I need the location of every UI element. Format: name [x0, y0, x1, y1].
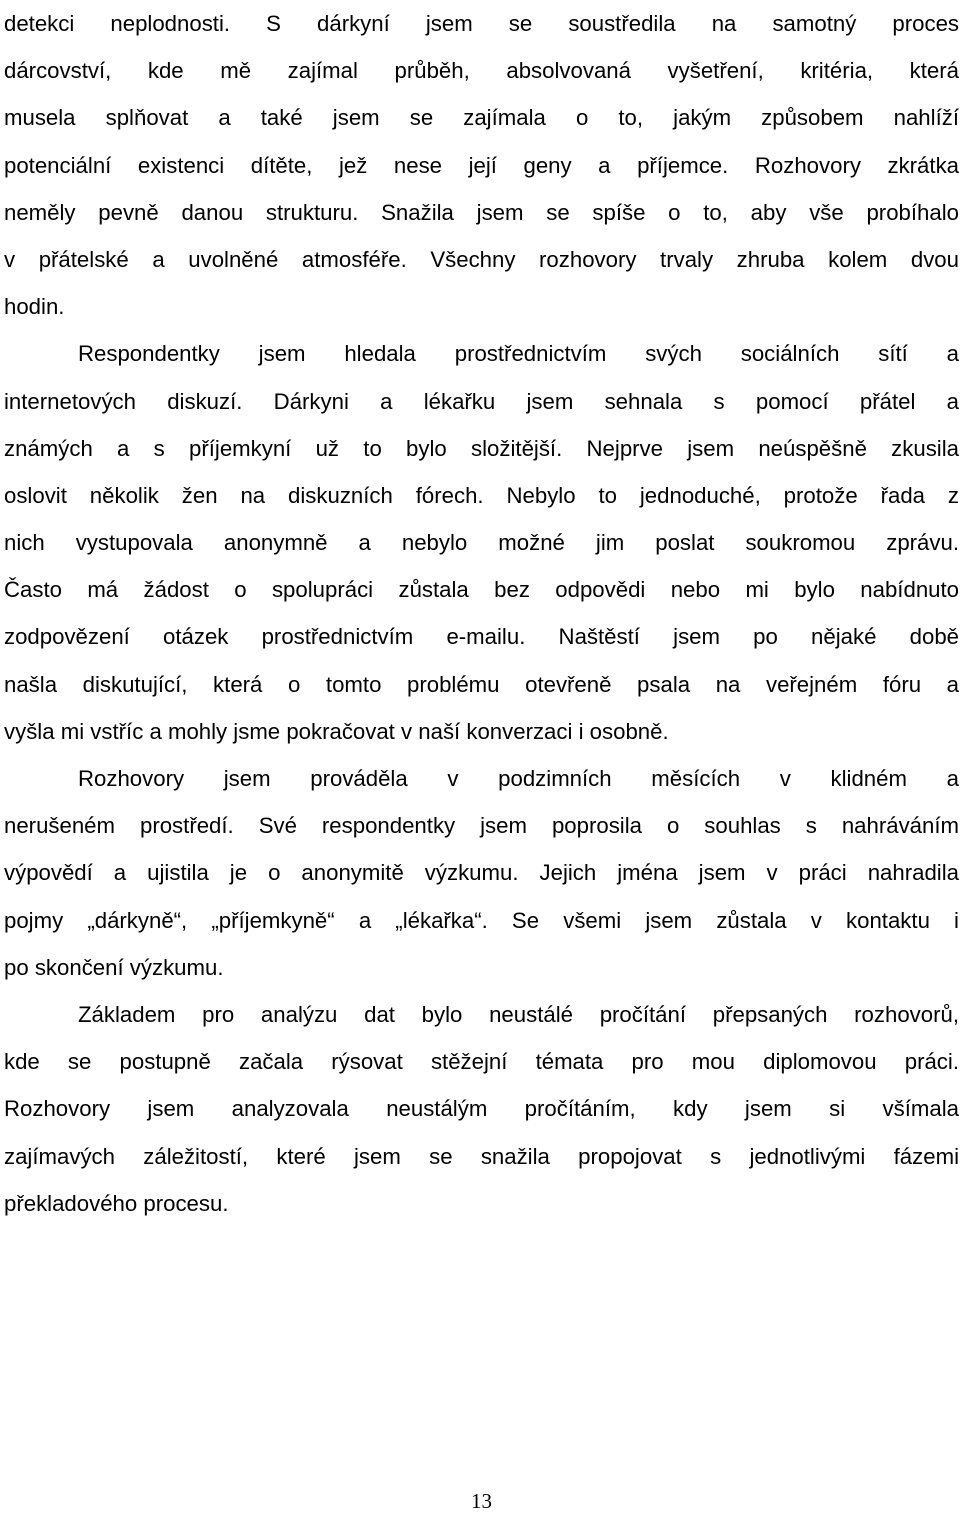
text-line: Rozhovory jsem prováděla v podzimních měsících v klidném a	[78, 766, 959, 791]
text-line: dárcovství, kde mě zajímal průběh, absolvovaná vyšetření, kritéria, která	[4, 58, 959, 84]
text-line: výpovědí a ujistila je o anonymitě výzkumu. Jejich jména jsem v práci nahradila	[4, 860, 959, 886]
text-line: potenciální existenci dítěte, jež nese její geny a příjemce. Rozhovory zkrátka	[4, 152, 959, 178]
paragraph-1	[4, 0, 959, 330]
text-line: známých a s příjemkyní už to bylo složitější. Nejprve jsem neúspěšně zkusila	[4, 435, 959, 461]
text-line: kde se postupně začala rýsovat stěžejní témata pro mou diplomovou práci.	[4, 1049, 959, 1075]
text-line: pojmy „dárkyně“, „příjemkyně“ a „lékařka“. Se všemi jsem zůstala v kontaktu i	[4, 907, 959, 933]
text-line: v přátelské a uvolněné atmosféře. Všechny rozhovory trvaly zhruba kolem dvou	[4, 246, 959, 272]
text-line: zajímavých záležitostí, které jsem se snažila propojovat s jednotlivými fázemi	[4, 1143, 959, 1169]
paragraph-4	[4, 991, 959, 1227]
text-line: Základem pro analýzu dat bylo neustálé pročítání přepsaných rozhovorů,	[78, 1001, 959, 1027]
text-line: překladového procesu.	[4, 1190, 229, 1216]
text-line: hodin.	[4, 294, 65, 320]
document-page	[4, 0, 959, 1515]
text-line: oslovit několik žen na diskuzních fórech. Nebylo to jednoduché, protože řada z	[4, 482, 959, 508]
body-text	[4, 0, 959, 1227]
text-line: Rozhovory jsem analyzovala neustálým pročítáním, kdy jsem si všímala	[4, 1096, 959, 1122]
paragraph-3	[4, 755, 959, 991]
text-line: po skončení výzkumu.	[4, 954, 224, 980]
text-line: internetových diskuzí. Dárkyni a lékařku jsem sehnala s pomocí přátel a	[4, 388, 959, 414]
text-line: našla diskutující, která o tomto problému otevřeně psala na veřejném fóru a	[4, 671, 959, 697]
text-line: nich vystupovala anonymně a nebylo možné jim poslat soukromou zprávu.	[4, 530, 959, 556]
text-line: vyšla mi vstříc a mohly jsme pokračovat v naší konverzaci i osobně.	[4, 718, 669, 744]
text-line: nerušeném prostředí. Své respondentky jsem poprosila o souhlas s nahráváním	[4, 813, 959, 839]
paragraph-2	[4, 330, 959, 755]
text-line: Respondentky jsem hledala prostřednictvím svých sociálních sítí a	[78, 341, 959, 367]
text-line: zodpovězení otázek prostřednictvím e-mailu. Naštěstí jsem po nějaké době	[4, 624, 959, 650]
text-line: Často má žádost o spolupráci zůstala bez odpovědi nebo mi bylo nabídnuto	[4, 577, 959, 603]
text-line: neměly pevně danou strukturu. Snažila jsem se spíše o to, aby vše probíhalo	[4, 199, 959, 225]
text-line: musela splňovat a také jsem se zajímala o to, jakým způsobem nahlíží	[4, 105, 959, 131]
page-number: 13	[471, 1489, 492, 1513]
text-line: detekci neplodnosti. S dárkyní jsem se soustředila na samotný proces	[4, 11, 959, 36]
